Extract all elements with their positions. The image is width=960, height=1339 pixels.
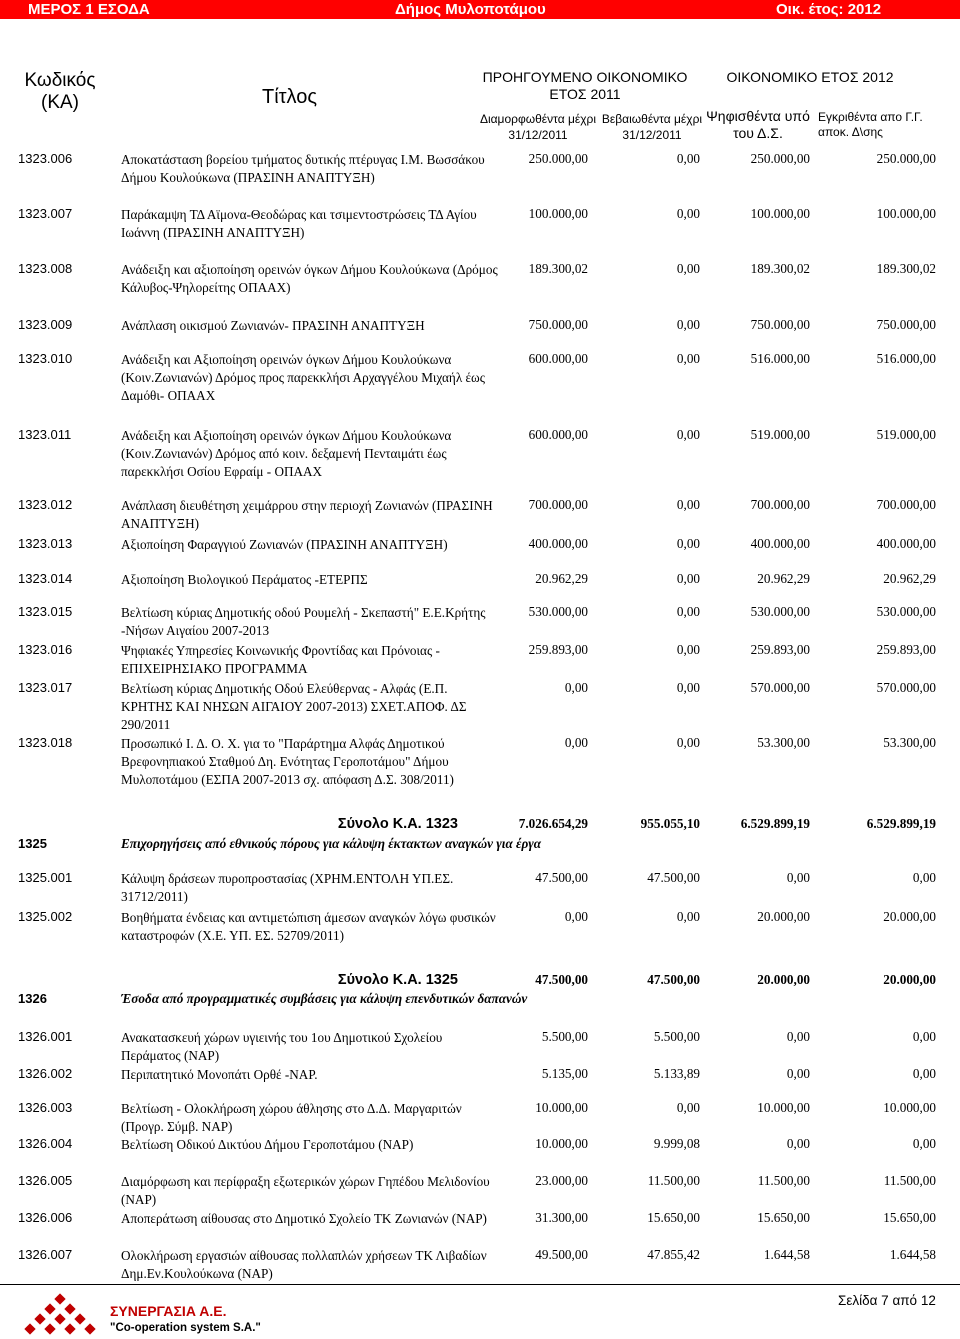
sum-label: Σύνολο Κ.Α. 1325 xyxy=(337,972,458,988)
row-approved: 0,00 xyxy=(912,870,936,885)
row-voted: 400.000,00 xyxy=(750,536,810,551)
row-approved: 11.500,00 xyxy=(883,1173,936,1188)
row-title: Ανάπλαση διευθέτηση χειμάρρου στην περιοχή Ζωνιανών (ΠΡΑΣΙΝΗ ΑΝΑΠΤΥΞΗ) xyxy=(121,498,493,531)
row-title: Ανάπλαση οικισμού Ζωνιανών- ΠΡΑΣΙΝΗ ΑΝΑΠΤΥΞΗ xyxy=(121,318,425,333)
row-confirmed: 11.500,00 xyxy=(647,1173,700,1188)
row-code: 1326.001 xyxy=(18,1029,73,1044)
row-voted: 700.000,00 xyxy=(750,497,810,512)
row-formed: 49.500,00 xyxy=(535,1247,588,1262)
row-title: Αποκατάσταση βορείου τμήματος δυτικής πτέρυγας Ι.Μ. Βωσσάκου Δήμου Κουλούκωνα (ΠΡΑΣΙΝΗ ΑΝΑΠΤΥΞΗ) xyxy=(121,152,485,185)
row-code: 1323.010 xyxy=(18,351,73,366)
row-voted: 53.300,00 xyxy=(757,735,810,750)
col-header-formed: Διαμορφωθέντα μέχρι 31/12/2011 xyxy=(479,112,597,142)
row-code: 1325.001 xyxy=(18,870,73,885)
row-voted: 570.000,00 xyxy=(750,680,810,695)
group-title: Επιχορηγήσεις από εθνικούς πόρους για κάλυψη έκτακτων αναγκών για έργα xyxy=(121,836,542,851)
row-confirmed: 0,00 xyxy=(676,680,700,695)
row-code: 1323.008 xyxy=(18,261,73,276)
row-approved: 250.000,00 xyxy=(876,151,936,166)
row-title: Αξιοποίηση Φαραγγιού Ζωνιανών (ΠΡΑΣΙΝΗ ΑΝΑΠΤΥΞΗ) xyxy=(121,537,448,552)
col-header-code: Κωδικός (ΚΑ) xyxy=(24,70,96,113)
row-confirmed: 0,00 xyxy=(676,1100,700,1115)
row-voted: 15.650,00 xyxy=(757,1210,810,1225)
row-voted: 20.962,29 xyxy=(757,571,810,586)
sum-approved: 6.529.899,19 xyxy=(866,816,936,831)
col-header-prev-year: ΠΡΟΗΓΟΥΜΕΝΟ ΟΙΚΟΝΟΜΙΚΟ ΕΤΟΣ 2011 xyxy=(482,69,688,102)
group-code: 1325 xyxy=(18,836,47,851)
header-section: ΜΕΡΟΣ 1 ΕΣΟΔΑ xyxy=(28,1,150,18)
row-voted: 20.000,00 xyxy=(757,909,810,924)
row-formed: 530.000,00 xyxy=(528,604,588,619)
row-voted: 250.000,00 xyxy=(750,151,810,166)
header-municipality: Δήμος Μυλοποτάμου xyxy=(395,1,546,18)
sum-formed: 47.500,00 xyxy=(535,972,588,987)
row-title: Αποπεράτωση αίθουσας στο Δημοτικό Σχολείο ΤΚ Ζωνιανών (ΝΑΡ) xyxy=(121,1211,487,1226)
row-voted: 100.000,00 xyxy=(750,206,810,221)
row-approved: 400.000,00 xyxy=(876,536,936,551)
row-voted: 516.000,00 xyxy=(750,351,810,366)
row-code: 1326.002 xyxy=(18,1066,73,1081)
row-confirmed: 47.500,00 xyxy=(647,870,700,885)
row-formed: 250.000,00 xyxy=(528,151,588,166)
row-code: 1323.018 xyxy=(18,735,73,750)
sum-confirmed: 955.055,10 xyxy=(640,816,700,831)
row-code: 1323.013 xyxy=(18,536,73,551)
row-confirmed: 0,00 xyxy=(676,604,700,619)
row-confirmed: 15.650,00 xyxy=(647,1210,700,1225)
row-code: 1326.003 xyxy=(18,1100,73,1115)
row-formed: 259.893,00 xyxy=(528,642,588,657)
group-code: 1326 xyxy=(18,991,47,1006)
row-approved: 0,00 xyxy=(912,1066,936,1081)
row-confirmed: 0,00 xyxy=(676,206,700,221)
row-title: Βοηθήματα ένδειας και αντιμετώπιση άμεσων αναγκών λόγω φυσικών καταστροφών (Χ.Ε. ΥΠ. ΕΣ. 52709/2011) xyxy=(121,910,496,943)
sum-label: Σύνολο Κ.Α. 1323 xyxy=(337,816,458,832)
row-code: 1323.016 xyxy=(18,642,73,657)
row-approved: 0,00 xyxy=(912,1029,936,1044)
row-title: Κάλυψη δράσεων πυροπροστασίας (ΧΡΗΜ.ΕΝΤΟΛΗ ΥΠ.ΕΣ. 31712/2011) xyxy=(121,871,454,904)
row-code: 1323.009 xyxy=(18,317,73,332)
row-formed: 700.000,00 xyxy=(528,497,588,512)
row-approved: 189.300,02 xyxy=(876,261,936,276)
row-title: Βελτίωση - Ολοκλήρωση χώρου άθλησης στο Δ.Δ. Μαργαριτών (Προγρ. Σύμβ. ΝΑΡ) xyxy=(121,1101,462,1134)
row-code: 1323.015 xyxy=(18,604,73,619)
row-voted: 519.000,00 xyxy=(750,427,810,442)
header-fiscal-year: Οικ. έτος: 2012 xyxy=(776,1,882,18)
row-code: 1323.006 xyxy=(18,151,73,166)
row-formed: 189.300,02 xyxy=(528,261,588,276)
row-formed: 400.000,00 xyxy=(528,536,588,551)
row-code: 1326.006 xyxy=(18,1210,73,1225)
row-confirmed: 0,00 xyxy=(676,427,700,442)
sum-voted: 20.000,00 xyxy=(757,972,810,987)
row-voted: 0,00 xyxy=(786,1066,810,1081)
row-confirmed: 47.855,42 xyxy=(647,1247,700,1262)
group-title: Έσοδα από προγραμματικές συμβάσεις για κάλυψη επενδυτικών δαπανών xyxy=(121,991,528,1006)
row-code: 1326.004 xyxy=(18,1136,73,1151)
row-confirmed: 0,00 xyxy=(676,735,700,750)
row-title: Βελτίωση Οδικού Δικτύου Δήμου Γεροποτάμου (ΝΑΡ) xyxy=(121,1137,414,1152)
row-approved: 15.650,00 xyxy=(883,1210,936,1225)
row-formed: 20.962,29 xyxy=(535,571,588,586)
row-formed: 10.000,00 xyxy=(535,1136,588,1151)
row-title: Παράκαμψη ΤΔ Αϊμονα-Θεοδώρας και τσιμεντοστρώσεις ΤΔ Αγίου Ιωάννη (ΠΡΑΣΙΝΗ ΑΝΑΠΤΥΞΗ) xyxy=(121,207,477,240)
row-confirmed: 0,00 xyxy=(676,261,700,276)
row-approved: 259.893,00 xyxy=(876,642,936,657)
row-approved: 20.000,00 xyxy=(883,909,936,924)
row-formed: 600.000,00 xyxy=(528,351,588,366)
row-approved: 530.000,00 xyxy=(876,604,936,619)
row-formed: 5.500,00 xyxy=(541,1029,588,1044)
row-formed: 23.000,00 xyxy=(535,1173,588,1188)
col-header-voted: Ψηφισθέντα υπό του Δ.Σ. xyxy=(706,108,810,141)
row-code: 1326.007 xyxy=(18,1247,73,1262)
row-voted: 259.893,00 xyxy=(750,642,810,657)
row-confirmed: 0,00 xyxy=(676,497,700,512)
row-confirmed: 0,00 xyxy=(676,571,700,586)
row-formed: 31.300,00 xyxy=(535,1210,588,1225)
row-title: Ανάδειξη και Αξιοποίηση ορεινών όγκων Δήμου Κουλούκωνα (Κοιν.Ζωνιανών) Δρόμος από κοιν. δεξαμενή Πενταιμάτι έως παρεκκλήσι Οσίου Εφραίμ - ΟΠΑΑΧ xyxy=(121,428,452,479)
row-formed: 0,00 xyxy=(564,735,588,750)
col-header-approved: Εγκριθέντα απο Γ.Γ. αποκ. Δ\σης xyxy=(818,110,923,139)
row-approved: 519.000,00 xyxy=(876,427,936,442)
row-formed: 750.000,00 xyxy=(528,317,588,332)
row-approved: 1.644,58 xyxy=(889,1247,936,1262)
row-code: 1323.011 xyxy=(18,427,72,442)
row-code: 1323.012 xyxy=(18,497,73,512)
row-voted: 530.000,00 xyxy=(750,604,810,619)
row-confirmed: 0,00 xyxy=(676,317,700,332)
row-formed: 100.000,00 xyxy=(528,206,588,221)
row-title: Περιπατητικό Μονοπάτι Ορθέ -ΝΑΡ. xyxy=(121,1067,318,1082)
page-number: Σελίδα 7 από 12 xyxy=(838,1293,936,1308)
sum-approved: 20.000,00 xyxy=(883,972,936,987)
footer-company-name: ΣΥΝΕΡΓΑΣΙΑ Α.Ε. xyxy=(110,1303,227,1319)
row-formed: 47.500,00 xyxy=(535,870,588,885)
row-approved: 53.300,00 xyxy=(883,735,936,750)
row-approved: 570.000,00 xyxy=(876,680,936,695)
row-confirmed: 5.500,00 xyxy=(653,1029,700,1044)
row-approved: 0,00 xyxy=(912,1136,936,1151)
row-voted: 750.000,00 xyxy=(750,317,810,332)
row-approved: 10.000,00 xyxy=(883,1100,936,1115)
row-confirmed: 0,00 xyxy=(676,909,700,924)
col-header-cur-year: ΟΙΚΟΝΟΜΙΚΟ ΕΤΟΣ 2012 xyxy=(726,69,894,85)
row-title: Αξιοποίηση Βιολογικού Περάματος -ΕΤΕΡΠΣ xyxy=(121,572,368,587)
row-confirmed: 0,00 xyxy=(676,151,700,166)
row-approved: 700.000,00 xyxy=(876,497,936,512)
row-title: Ανάδειξη και Αξιοποίηση ορεινών όγκων Δήμου Κουλούκωνα (Κοιν.Ζωνιανών) Δρόμος προς παρεκκλήσι Αρχαγγέλου Μιχαήλ έως Δαμόθι- ΟΠΑΑΧ xyxy=(121,352,485,403)
row-title: Ψηφιακές Υπηρεσίες Κοινωνικής Φροντίδας και Πρόνοιας - ΕΠΙΧΕΙΡΗΣΙΑΚΟ ΠΡΟΓΡΑΜΜΑ xyxy=(121,643,440,676)
row-formed: 10.000,00 xyxy=(535,1100,588,1115)
row-code: 1323.017 xyxy=(18,680,73,695)
row-approved: 20.962,29 xyxy=(883,571,936,586)
row-formed: 5.135,00 xyxy=(541,1066,588,1081)
row-voted: 10.000,00 xyxy=(757,1100,810,1115)
row-confirmed: 0,00 xyxy=(676,351,700,366)
row-confirmed: 5.133,89 xyxy=(653,1066,700,1081)
row-title: Προσωπικό Ι. Δ. Ο. Χ. για το "Παράρτημα Αλφάς Δημοτικού Βρεφονηπιακού Σταθμού Δη. Ενότητας Γεροποτάμου" Δήμου Μυλοποτάμου (ΕΣΠΑ 2007-2013 σχ. απόφαση Δ.Σ. 308/2011) xyxy=(121,736,454,787)
row-formed: 0,00 xyxy=(564,680,588,695)
row-title: Διαμόρφωση και περίφραξη εξωτερικών χώρων Γηπέδου Μελιδονίου (ΝΑΡ) xyxy=(121,1174,490,1207)
footer-company-subtitle: "Co-operation system S.A." xyxy=(110,1322,261,1334)
row-voted: 189.300,02 xyxy=(750,261,810,276)
row-title: Ολοκλήρωση εργασιών αίθουσας πολλαπλών χρήσεων ΤΚ Λιβαδίων Δημ.Εν.Κουλούκωνα (ΝΑΡ) xyxy=(121,1248,487,1281)
sum-voted: 6.529.899,19 xyxy=(740,816,810,831)
row-title: Βελτίωση κύριας Δημοτικής οδού Ρουμελή - Σκεπαστή" Ε.Ε.Κρήτης -Νήσων Αιγαίου 2007-2013 xyxy=(121,605,486,638)
row-voted: 11.500,00 xyxy=(757,1173,810,1188)
row-approved: 100.000,00 xyxy=(876,206,936,221)
sum-formed: 7.026.654,29 xyxy=(518,816,588,831)
row-confirmed: 9.999,08 xyxy=(653,1136,700,1151)
row-approved: 750.000,00 xyxy=(876,317,936,332)
row-confirmed: 0,00 xyxy=(676,642,700,657)
row-voted: 1.644,58 xyxy=(763,1247,810,1262)
row-code: 1323.014 xyxy=(18,571,73,586)
row-title: Ανάδειξη και αξιοποίηση ορεινών όγκων Δήμου Κουλούκωνα (Δρόμος Κάλυβος-Ψηλορείτης ΟΠΑΑΧ) xyxy=(121,262,498,295)
row-code: 1323.007 xyxy=(18,206,73,221)
row-code: 1325.002 xyxy=(18,909,73,924)
row-confirmed: 0,00 xyxy=(676,536,700,551)
page-header-bar xyxy=(0,0,960,19)
row-title: Βελτίωση κύριας Δημοτικής Οδού Ελεύθερνας - Αλφάς (Ε.Π. ΚΡΗΤΗΣ ΚΑΙ ΝΗΣΩΝ ΑΙΓΑΙΟΥ 2007-2013) ΣΧΕΤ.ΑΠΟΦ. ΔΣ 290/2011 xyxy=(121,681,467,732)
row-formed: 600.000,00 xyxy=(528,427,588,442)
row-code: 1326.005 xyxy=(18,1173,73,1188)
col-header-title: Τίτλος xyxy=(262,86,318,108)
row-voted: 0,00 xyxy=(786,1029,810,1044)
company-logo-icon xyxy=(20,1293,100,1337)
row-formed: 0,00 xyxy=(564,909,588,924)
footer-divider xyxy=(0,1284,960,1285)
row-voted: 0,00 xyxy=(786,870,810,885)
row-approved: 516.000,00 xyxy=(876,351,936,366)
sum-confirmed: 47.500,00 xyxy=(647,972,700,987)
row-title: Ανακατασκευή χώρων υγιεινής του 1ου Δημοτικού Σχολείου Περάματος (ΝΑΡ) xyxy=(121,1030,443,1063)
row-voted: 0,00 xyxy=(786,1136,810,1151)
col-header-confirmed: Βεβαιωθέντα μέχρι 31/12/2011 xyxy=(601,112,703,142)
